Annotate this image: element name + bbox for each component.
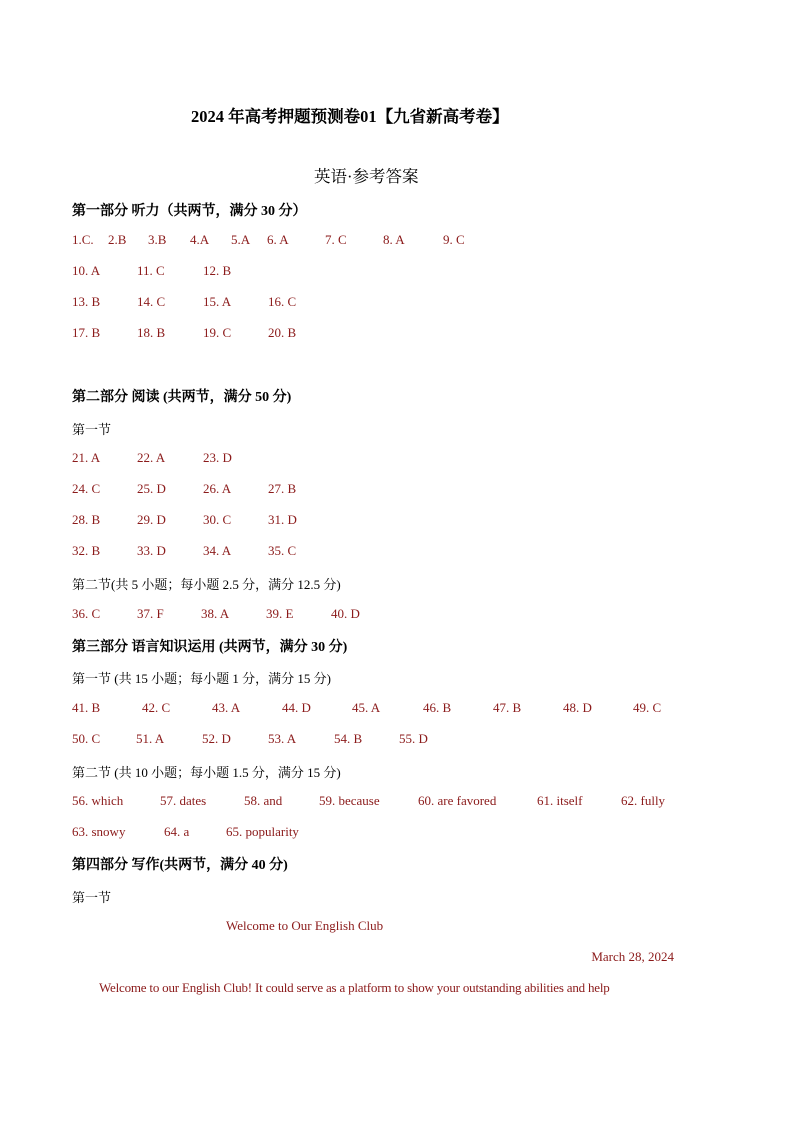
answer-item: 23. D	[203, 450, 232, 465]
part3-heading: 第三部分 语言知识运用 (共两节，满分 30 分)	[72, 640, 348, 655]
essay-title: Welcome to Our English Club	[226, 918, 384, 933]
answer-item: 21. A	[72, 450, 101, 465]
answer-item: 52. D	[202, 731, 231, 746]
answer-item: 55. D	[399, 731, 428, 746]
answer-item: 32. B	[72, 543, 101, 558]
answer-item: 62. fully	[621, 793, 666, 808]
answer-item: 54. B	[334, 731, 363, 746]
answer-item: 18. B	[137, 325, 166, 340]
answer-item: 9. C	[443, 232, 465, 247]
answer-item: 35. C	[268, 543, 297, 558]
answer-item: 41. B	[72, 700, 101, 715]
answer-item: 37. F	[137, 606, 164, 621]
answer-item: 44. D	[282, 700, 311, 715]
answer-item: 58. and	[244, 793, 283, 808]
answer-item: 25. D	[137, 481, 166, 496]
answer-item: 7. C	[325, 232, 347, 247]
answer-item: 61. itself	[537, 793, 583, 808]
answer-item: 65. popularity	[226, 824, 299, 839]
answer-item: 22. A	[137, 450, 166, 465]
answer-item: 36. C	[72, 606, 101, 621]
answer-item: 20. B	[268, 325, 297, 340]
answer-item: 50. C	[72, 731, 101, 746]
part2-section2-label: 第二节(共 5 小题；每小题 2.5 分，满分 12.5 分)	[72, 577, 341, 592]
answer-item: 4.A	[190, 232, 210, 247]
answer-item: 59. because	[319, 793, 380, 808]
answer-item: 34. A	[203, 543, 232, 558]
answer-item: 43. A	[212, 700, 241, 715]
part2-heading: 第二部分 阅读 (共两节，满分 50 分)	[72, 390, 292, 405]
answer-item: 39. E	[266, 606, 294, 621]
answer-item: 63. snowy	[72, 824, 126, 839]
answer-item: 48. D	[563, 700, 592, 715]
answer-item: 24. C	[72, 481, 101, 496]
answer-item: 46. B	[423, 700, 452, 715]
answer-item: 11. C	[137, 263, 165, 278]
answer-item: 38. A	[201, 606, 230, 621]
answer-item: 51. A	[136, 731, 165, 746]
answer-item: 2.B	[108, 232, 127, 247]
answer-item: 12. B	[203, 263, 232, 278]
answer-item: 47. B	[493, 700, 522, 715]
document-title: 2024 年高考押题预测卷01【九省新高考卷】	[191, 107, 509, 126]
part1-heading: 第一部分 听力（共两节，满分 30 分）	[72, 204, 307, 219]
answer-item: 28. B	[72, 512, 101, 527]
answer-item: 53. A	[268, 731, 297, 746]
answer-item: 3.B	[148, 232, 167, 247]
answer-item: 56. which	[72, 793, 124, 808]
answer-item: 29. D	[137, 512, 166, 527]
answer-item: 19. C	[203, 325, 232, 340]
answer-item: 10. A	[72, 263, 101, 278]
answer-item: 49. C	[633, 700, 662, 715]
answer-item: 64. a	[164, 824, 190, 839]
answer-item: 6. A	[267, 232, 289, 247]
answer-item: 8. A	[383, 232, 405, 247]
part2-section1-label: 第一节	[72, 422, 112, 437]
answer-item: 26. A	[203, 481, 232, 496]
answer-item: 42. C	[142, 700, 171, 715]
part3-section1-label: 第一节 (共 15 小题；每小题 1 分，满分 15 分)	[72, 671, 331, 686]
document-subtitle: 英语·参考答案	[314, 167, 419, 186]
answer-item: 13. B	[72, 294, 101, 309]
answer-item: 27. B	[268, 481, 297, 496]
answer-item: 57. dates	[160, 793, 207, 808]
essay-date: March 28, 2024	[591, 949, 674, 964]
answer-item: 40. D	[331, 606, 360, 621]
answer-item: 45. A	[352, 700, 381, 715]
answer-item: 33. D	[137, 543, 166, 558]
part4-section1-label: 第一节	[72, 890, 112, 905]
part3-section2-label: 第二节 (共 10 小题；每小题 1.5 分，满分 15 分)	[72, 765, 341, 780]
answer-item: 1.C.	[72, 232, 94, 247]
answer-item: 14. C	[137, 294, 166, 309]
answer-item: 16. C	[268, 294, 297, 309]
answer-item: 30. C	[203, 512, 232, 527]
part4-heading: 第四部分 写作(共两节，满分 40 分)	[72, 858, 288, 873]
answer-item: 5.A	[231, 232, 251, 247]
answer-item: 17. B	[72, 325, 101, 340]
essay-first-line: Welcome to our English Club! It could serve as a platform to show your outstanding abilities and help	[99, 980, 610, 995]
answer-item: 31. D	[268, 512, 297, 527]
answer-item: 60. are favored	[418, 793, 497, 808]
answer-item: 15. A	[203, 294, 232, 309]
